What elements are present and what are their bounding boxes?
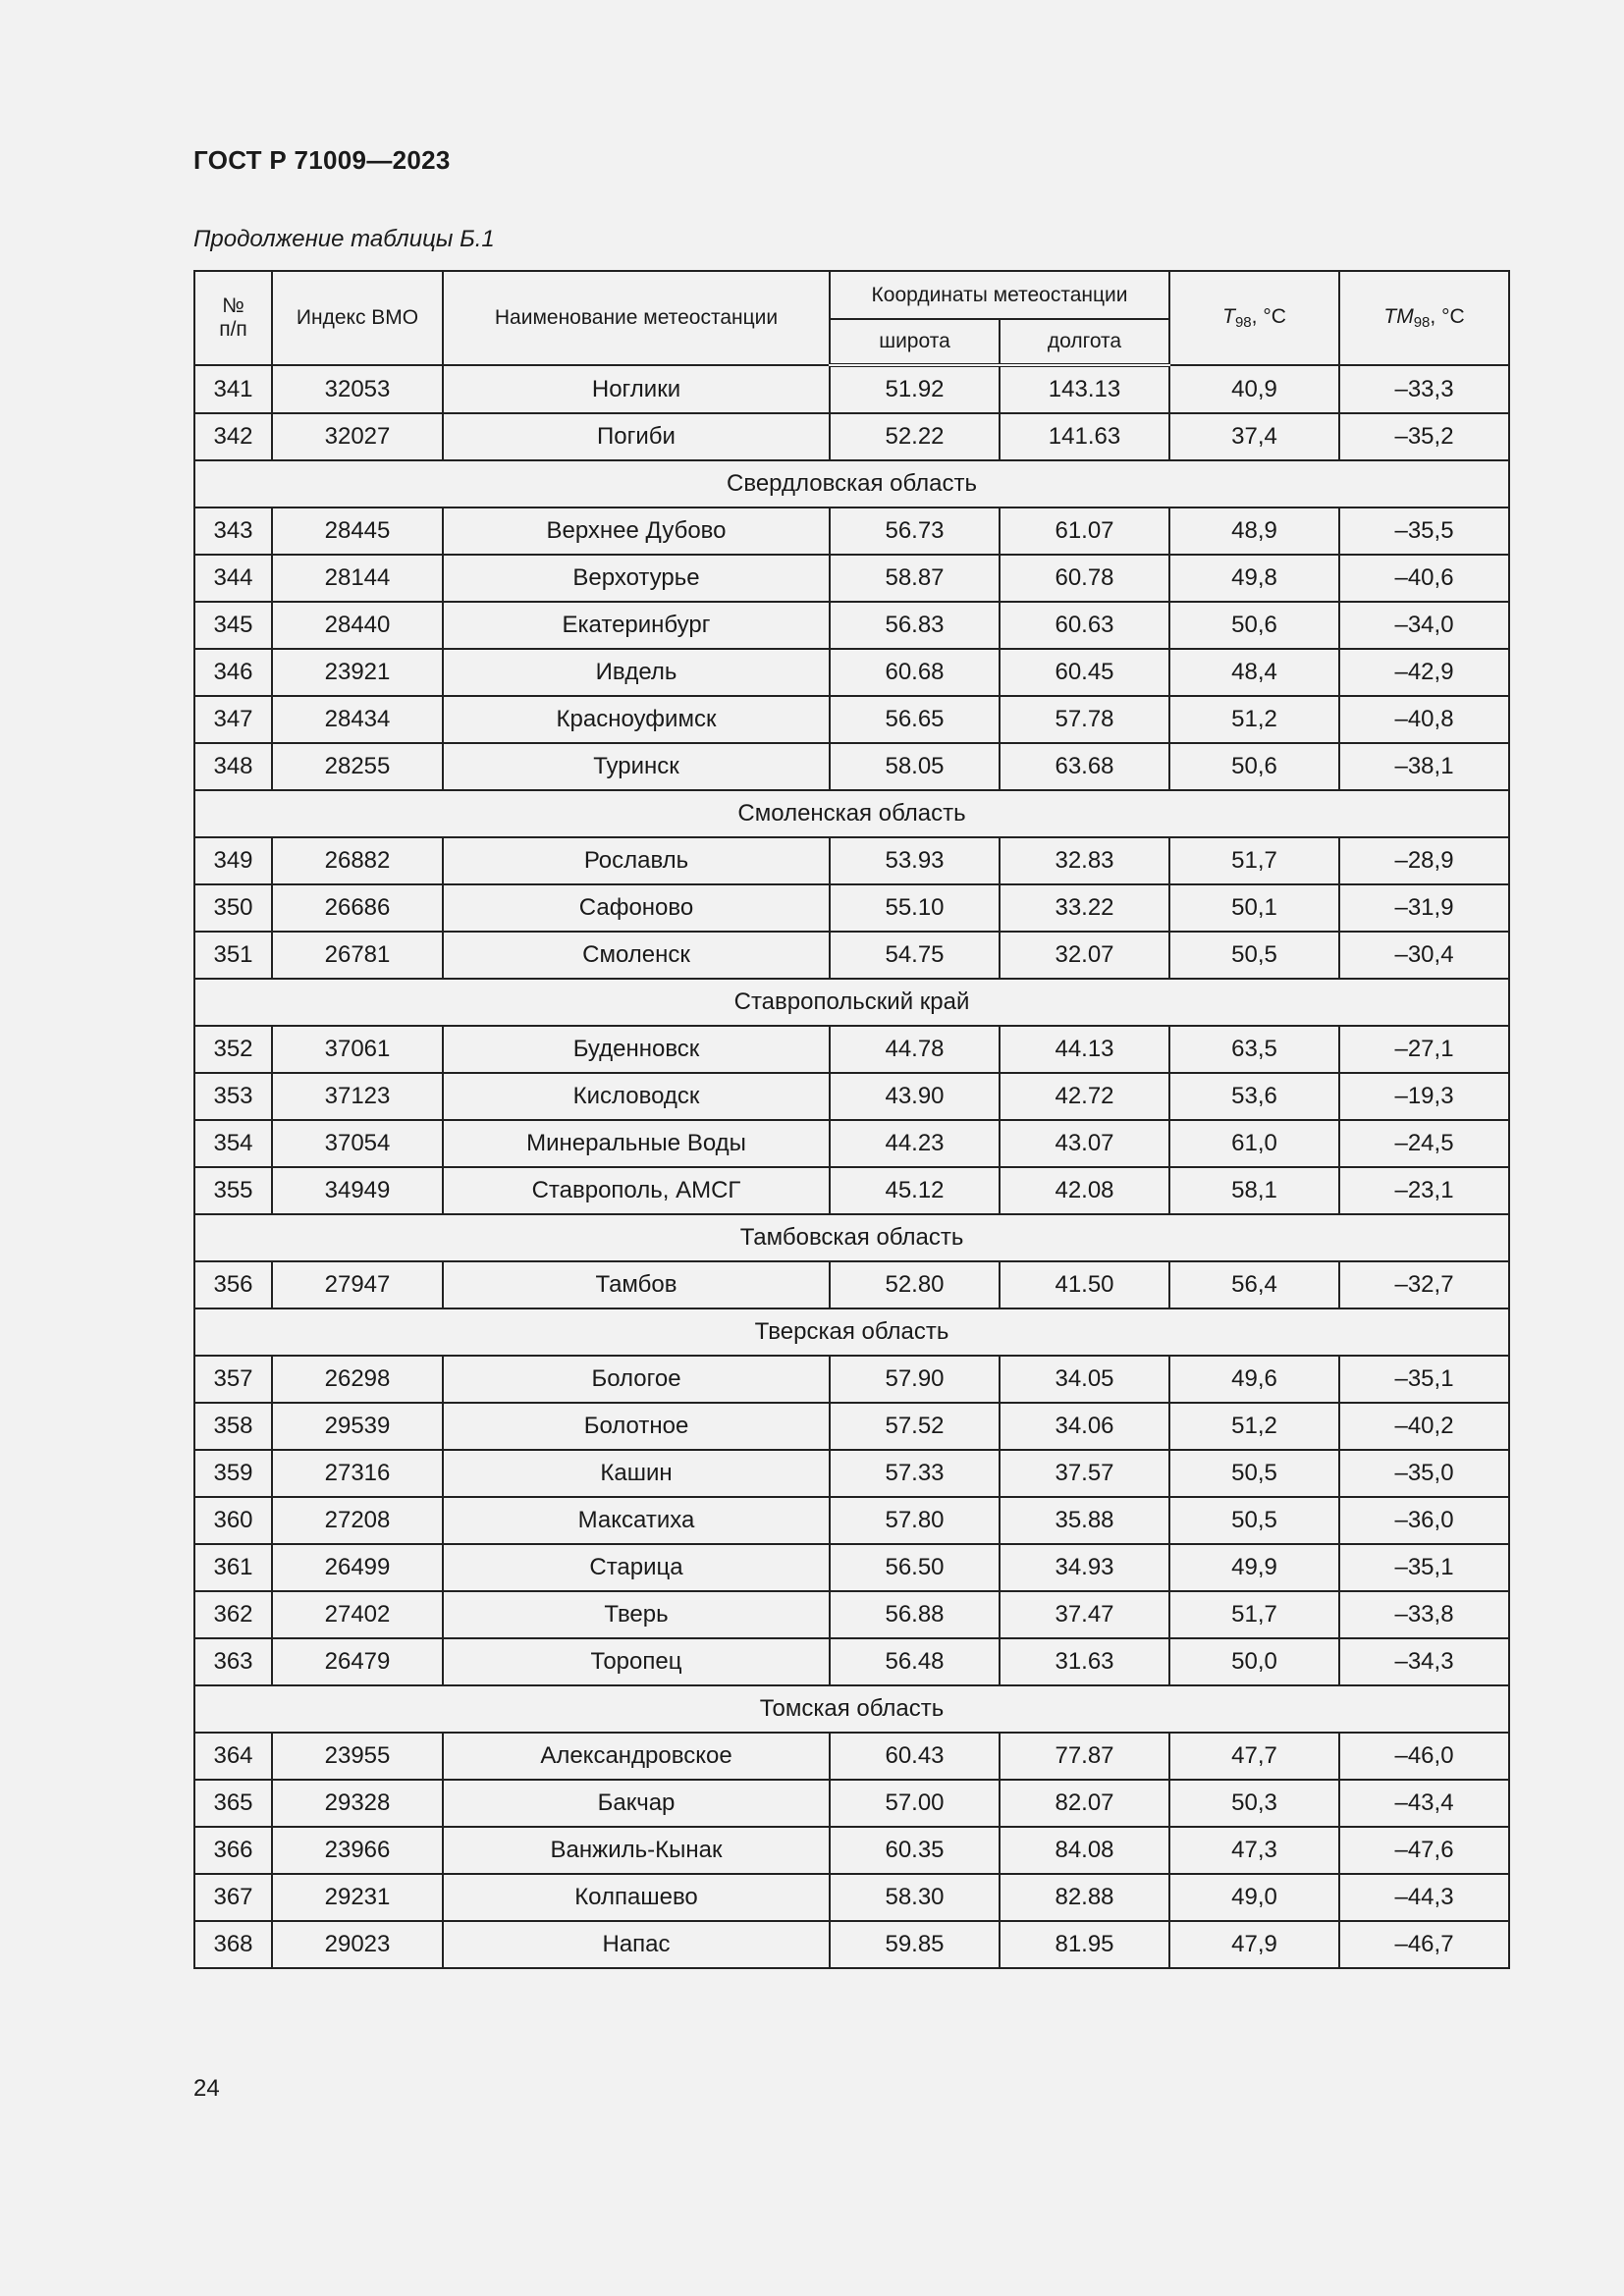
cell-longitude: 34.06 xyxy=(1000,1403,1169,1450)
table-row xyxy=(194,1356,1509,1403)
cell-tm98: –40,6 xyxy=(1339,555,1509,602)
cell-tm98: –43,4 xyxy=(1339,1780,1509,1827)
header-coordinates: Координаты метеостанции xyxy=(830,271,1169,319)
cell-tm98: –27,1 xyxy=(1339,1026,1509,1073)
table-row xyxy=(194,1073,1509,1120)
cell-t98: 53,6 xyxy=(1169,1073,1339,1120)
cell-longitude: 61.07 xyxy=(1000,507,1169,555)
header-tm98-unit: , °C xyxy=(1430,305,1465,328)
cell-latitude: 53.93 xyxy=(830,837,1000,884)
cell-wmo-index: 26298 xyxy=(272,1356,443,1403)
cell-t98: 48,9 xyxy=(1169,507,1339,555)
cell-latitude: 58.30 xyxy=(830,1874,1000,1921)
document-title: ГОСТ Р 71009—2023 xyxy=(193,145,451,175)
cell-number: 351 xyxy=(194,932,272,979)
cell-number: 362 xyxy=(194,1591,272,1638)
cell-station-name: Старица xyxy=(443,1544,830,1591)
header-wmo-index: Индекс ВМО xyxy=(272,271,443,365)
table-row xyxy=(194,1261,1509,1308)
cell-longitude: 37.57 xyxy=(1000,1450,1169,1497)
cell-station-name: Ставрополь, АМСГ xyxy=(443,1167,830,1214)
cell-latitude: 51.92 xyxy=(830,365,1000,413)
cell-number: 354 xyxy=(194,1120,272,1167)
table-row xyxy=(194,602,1509,649)
cell-wmo-index: 26781 xyxy=(272,932,443,979)
cell-longitude: 77.87 xyxy=(1000,1733,1169,1780)
table-row xyxy=(194,837,1509,884)
cell-t98: 49,0 xyxy=(1169,1874,1339,1921)
cell-t98: 47,3 xyxy=(1169,1827,1339,1874)
cell-t98: 50,6 xyxy=(1169,602,1339,649)
cell-number: 359 xyxy=(194,1450,272,1497)
table-row xyxy=(194,696,1509,743)
cell-wmo-index: 28255 xyxy=(272,743,443,790)
region-row xyxy=(194,1214,1509,1261)
cell-number: 350 xyxy=(194,884,272,932)
cell-latitude: 45.12 xyxy=(830,1167,1000,1214)
cell-longitude: 57.78 xyxy=(1000,696,1169,743)
table-row xyxy=(194,1921,1509,1968)
cell-latitude: 56.88 xyxy=(830,1591,1000,1638)
header-number-line2: п/п xyxy=(219,318,247,341)
cell-t98: 51,7 xyxy=(1169,1591,1339,1638)
table-row xyxy=(194,743,1509,790)
cell-longitude: 82.88 xyxy=(1000,1874,1169,1921)
cell-wmo-index: 29328 xyxy=(272,1780,443,1827)
cell-station-name: Рославль xyxy=(443,837,830,884)
cell-tm98: –33,3 xyxy=(1339,365,1509,413)
cell-latitude: 57.80 xyxy=(830,1497,1000,1544)
cell-station-name: Ванжиль-Кынак xyxy=(443,1827,830,1874)
cell-wmo-index: 34949 xyxy=(272,1167,443,1214)
cell-tm98: –32,7 xyxy=(1339,1261,1509,1308)
cell-tm98: –28,9 xyxy=(1339,837,1509,884)
cell-number: 352 xyxy=(194,1026,272,1073)
cell-tm98: –46,7 xyxy=(1339,1921,1509,1968)
table-row xyxy=(194,1167,1509,1214)
cell-t98: 58,1 xyxy=(1169,1167,1339,1214)
page-number: 24 xyxy=(193,2075,220,2102)
table-row xyxy=(194,1733,1509,1780)
region-label: Свердловская область xyxy=(194,460,1509,507)
region-row xyxy=(194,460,1509,507)
cell-number: 360 xyxy=(194,1497,272,1544)
table-row xyxy=(194,1026,1509,1073)
cell-t98: 51,7 xyxy=(1169,837,1339,884)
cell-tm98: –19,3 xyxy=(1339,1073,1509,1120)
cell-t98: 50,5 xyxy=(1169,1450,1339,1497)
table-row xyxy=(194,932,1509,979)
cell-longitude: 34.93 xyxy=(1000,1544,1169,1591)
cell-latitude: 56.48 xyxy=(830,1638,1000,1685)
cell-wmo-index: 26882 xyxy=(272,837,443,884)
header-tm98 xyxy=(1339,271,1509,365)
cell-number: 365 xyxy=(194,1780,272,1827)
cell-t98: 50,3 xyxy=(1169,1780,1339,1827)
cell-number: 355 xyxy=(194,1167,272,1214)
cell-tm98: –35,5 xyxy=(1339,507,1509,555)
cell-number: 366 xyxy=(194,1827,272,1874)
cell-t98: 49,9 xyxy=(1169,1544,1339,1591)
cell-wmo-index: 28445 xyxy=(272,507,443,555)
cell-t98: 49,8 xyxy=(1169,555,1339,602)
cell-wmo-index: 32053 xyxy=(272,365,443,413)
cell-wmo-index: 26479 xyxy=(272,1638,443,1685)
cell-longitude: 32.07 xyxy=(1000,932,1169,979)
cell-t98: 37,4 xyxy=(1169,413,1339,460)
cell-wmo-index: 26499 xyxy=(272,1544,443,1591)
cell-tm98: –34,0 xyxy=(1339,602,1509,649)
cell-longitude: 82.07 xyxy=(1000,1780,1169,1827)
table-row xyxy=(194,507,1509,555)
cell-t98: 49,6 xyxy=(1169,1356,1339,1403)
cell-latitude: 57.52 xyxy=(830,1403,1000,1450)
cell-tm98: –36,0 xyxy=(1339,1497,1509,1544)
cell-longitude: 42.72 xyxy=(1000,1073,1169,1120)
cell-tm98: –40,8 xyxy=(1339,696,1509,743)
cell-tm98: –34,3 xyxy=(1339,1638,1509,1685)
cell-station-name: Кисловодск xyxy=(443,1073,830,1120)
cell-wmo-index: 37123 xyxy=(272,1073,443,1120)
table-row xyxy=(194,1591,1509,1638)
table-row xyxy=(194,884,1509,932)
cell-longitude: 44.13 xyxy=(1000,1026,1169,1073)
cell-tm98: –24,5 xyxy=(1339,1120,1509,1167)
table-caption: Продолжение таблицы Б.1 xyxy=(193,226,495,252)
cell-number: 363 xyxy=(194,1638,272,1685)
cell-longitude: 84.08 xyxy=(1000,1827,1169,1874)
cell-latitude: 60.35 xyxy=(830,1827,1000,1874)
table-row xyxy=(194,1120,1509,1167)
cell-station-name: Сафоново xyxy=(443,884,830,932)
cell-wmo-index: 26686 xyxy=(272,884,443,932)
cell-station-name: Красноуфимск xyxy=(443,696,830,743)
cell-station-name: Александровское xyxy=(443,1733,830,1780)
cell-t98: 51,2 xyxy=(1169,1403,1339,1450)
cell-number: 353 xyxy=(194,1073,272,1120)
cell-t98: 51,2 xyxy=(1169,696,1339,743)
cell-longitude: 43.07 xyxy=(1000,1120,1169,1167)
header-latitude: широта xyxy=(830,319,1000,365)
cell-station-name: Верхнее Дубово xyxy=(443,507,830,555)
cell-number: 345 xyxy=(194,602,272,649)
cell-tm98: –30,4 xyxy=(1339,932,1509,979)
header-longitude: долгота xyxy=(1000,319,1169,365)
header-number-line1: № xyxy=(222,294,244,317)
cell-latitude: 44.23 xyxy=(830,1120,1000,1167)
cell-station-name: Кашин xyxy=(443,1450,830,1497)
cell-wmo-index: 23966 xyxy=(272,1827,443,1874)
cell-longitude: 60.63 xyxy=(1000,602,1169,649)
cell-tm98: –44,3 xyxy=(1339,1874,1509,1921)
cell-wmo-index: 27947 xyxy=(272,1261,443,1308)
cell-tm98: –46,0 xyxy=(1339,1733,1509,1780)
cell-number: 361 xyxy=(194,1544,272,1591)
cell-wmo-index: 32027 xyxy=(272,413,443,460)
cell-latitude: 54.75 xyxy=(830,932,1000,979)
cell-t98: 50,6 xyxy=(1169,743,1339,790)
header-t98 xyxy=(1169,271,1339,365)
table-row xyxy=(194,1450,1509,1497)
cell-number: 358 xyxy=(194,1403,272,1450)
cell-number: 364 xyxy=(194,1733,272,1780)
cell-number: 349 xyxy=(194,837,272,884)
cell-latitude: 43.90 xyxy=(830,1073,1000,1120)
cell-wmo-index: 23955 xyxy=(272,1733,443,1780)
cell-number: 348 xyxy=(194,743,272,790)
cell-longitude: 41.50 xyxy=(1000,1261,1169,1308)
table-row xyxy=(194,1497,1509,1544)
region-row xyxy=(194,979,1509,1026)
cell-latitude: 52.80 xyxy=(830,1261,1000,1308)
cell-number: 346 xyxy=(194,649,272,696)
cell-station-name: Колпашево xyxy=(443,1874,830,1921)
cell-number: 356 xyxy=(194,1261,272,1308)
cell-wmo-index: 27208 xyxy=(272,1497,443,1544)
cell-station-name: Тверь xyxy=(443,1591,830,1638)
cell-latitude: 56.83 xyxy=(830,602,1000,649)
cell-number: 344 xyxy=(194,555,272,602)
cell-t98: 56,4 xyxy=(1169,1261,1339,1308)
cell-station-name: Торопец xyxy=(443,1638,830,1685)
cell-longitude: 32.83 xyxy=(1000,837,1169,884)
cell-longitude: 81.95 xyxy=(1000,1921,1169,1968)
cell-longitude: 31.63 xyxy=(1000,1638,1169,1685)
cell-longitude: 60.45 xyxy=(1000,649,1169,696)
cell-tm98: –38,1 xyxy=(1339,743,1509,790)
header-tm98-subscript: 98 xyxy=(1413,314,1431,331)
cell-latitude: 44.78 xyxy=(830,1026,1000,1073)
cell-latitude: 57.90 xyxy=(830,1356,1000,1403)
cell-tm98: –35,1 xyxy=(1339,1544,1509,1591)
region-label: Томская область xyxy=(194,1685,1509,1733)
region-row xyxy=(194,1308,1509,1356)
region-row xyxy=(194,790,1509,837)
cell-wmo-index: 28440 xyxy=(272,602,443,649)
cell-longitude: 34.05 xyxy=(1000,1356,1169,1403)
table-row xyxy=(194,413,1509,460)
cell-t98: 50,0 xyxy=(1169,1638,1339,1685)
cell-latitude: 60.43 xyxy=(830,1733,1000,1780)
header-station-name: Наименование метеостанции xyxy=(443,271,830,365)
cell-latitude: 55.10 xyxy=(830,884,1000,932)
table-row xyxy=(194,1874,1509,1921)
cell-tm98: –23,1 xyxy=(1339,1167,1509,1214)
cell-wmo-index: 37061 xyxy=(272,1026,443,1073)
cell-station-name: Тамбов xyxy=(443,1261,830,1308)
table-row xyxy=(194,1827,1509,1874)
cell-t98: 40,9 xyxy=(1169,365,1339,413)
cell-tm98: –31,9 xyxy=(1339,884,1509,932)
cell-station-name: Бакчар xyxy=(443,1780,830,1827)
cell-latitude: 56.50 xyxy=(830,1544,1000,1591)
cell-station-name: Напас xyxy=(443,1921,830,1968)
cell-number: 347 xyxy=(194,696,272,743)
cell-station-name: Буденновск xyxy=(443,1026,830,1073)
table-row xyxy=(194,649,1509,696)
table-row xyxy=(194,1403,1509,1450)
cell-tm98: –42,9 xyxy=(1339,649,1509,696)
stations-table xyxy=(193,270,1510,1969)
cell-wmo-index: 27316 xyxy=(272,1450,443,1497)
cell-station-name: Бологое xyxy=(443,1356,830,1403)
cell-station-name: Смоленск xyxy=(443,932,830,979)
cell-latitude: 58.05 xyxy=(830,743,1000,790)
cell-wmo-index: 29539 xyxy=(272,1403,443,1450)
cell-latitude: 60.68 xyxy=(830,649,1000,696)
cell-station-name: Ноглики xyxy=(443,365,830,413)
header-t98-unit: , °C xyxy=(1251,305,1286,328)
table-row xyxy=(194,555,1509,602)
cell-number: 357 xyxy=(194,1356,272,1403)
cell-tm98: –33,8 xyxy=(1339,1591,1509,1638)
cell-t98: 47,7 xyxy=(1169,1733,1339,1780)
cell-station-name: Погиби xyxy=(443,413,830,460)
cell-latitude: 56.73 xyxy=(830,507,1000,555)
table-row xyxy=(194,1638,1509,1685)
cell-tm98: –35,1 xyxy=(1339,1356,1509,1403)
table-row xyxy=(194,1544,1509,1591)
cell-longitude: 60.78 xyxy=(1000,555,1169,602)
cell-tm98: –35,0 xyxy=(1339,1450,1509,1497)
region-label: Тамбовская область xyxy=(194,1214,1509,1261)
cell-number: 343 xyxy=(194,507,272,555)
cell-station-name: Екатеринбург xyxy=(443,602,830,649)
cell-tm98: –35,2 xyxy=(1339,413,1509,460)
cell-tm98: –47,6 xyxy=(1339,1827,1509,1874)
cell-longitude: 42.08 xyxy=(1000,1167,1169,1214)
cell-wmo-index: 28144 xyxy=(272,555,443,602)
region-label: Тверская область xyxy=(194,1308,1509,1356)
region-label: Ставропольский край xyxy=(194,979,1509,1026)
table-row xyxy=(194,365,1509,413)
cell-latitude: 57.00 xyxy=(830,1780,1000,1827)
header-t98-subscript: 98 xyxy=(1234,314,1252,331)
cell-wmo-index: 29023 xyxy=(272,1921,443,1968)
header-tm98-symbol: TM xyxy=(1383,305,1414,328)
cell-longitude: 143.13 xyxy=(1000,365,1169,413)
cell-longitude: 141.63 xyxy=(1000,413,1169,460)
cell-t98: 50,1 xyxy=(1169,884,1339,932)
cell-wmo-index: 28434 xyxy=(272,696,443,743)
cell-t98: 48,4 xyxy=(1169,649,1339,696)
cell-longitude: 35.88 xyxy=(1000,1497,1169,1544)
cell-t98: 50,5 xyxy=(1169,932,1339,979)
cell-number: 342 xyxy=(194,413,272,460)
region-row xyxy=(194,1685,1509,1733)
cell-latitude: 57.33 xyxy=(830,1450,1000,1497)
cell-tm98: –40,2 xyxy=(1339,1403,1509,1450)
cell-latitude: 58.87 xyxy=(830,555,1000,602)
cell-wmo-index: 27402 xyxy=(272,1591,443,1638)
table-row xyxy=(194,1780,1509,1827)
cell-longitude: 33.22 xyxy=(1000,884,1169,932)
region-label: Смоленская область xyxy=(194,790,1509,837)
cell-number: 367 xyxy=(194,1874,272,1921)
cell-t98: 47,9 xyxy=(1169,1921,1339,1968)
cell-number: 368 xyxy=(194,1921,272,1968)
cell-t98: 50,5 xyxy=(1169,1497,1339,1544)
cell-latitude: 56.65 xyxy=(830,696,1000,743)
cell-longitude: 63.68 xyxy=(1000,743,1169,790)
cell-longitude: 37.47 xyxy=(1000,1591,1169,1638)
cell-t98: 63,5 xyxy=(1169,1026,1339,1073)
cell-wmo-index: 37054 xyxy=(272,1120,443,1167)
cell-station-name: Ивдель xyxy=(443,649,830,696)
cell-latitude: 52.22 xyxy=(830,413,1000,460)
cell-station-name: Болотное xyxy=(443,1403,830,1450)
table-body xyxy=(194,365,1509,1968)
cell-station-name: Туринск xyxy=(443,743,830,790)
header-number xyxy=(194,271,272,365)
cell-station-name: Максатиха xyxy=(443,1497,830,1544)
cell-number: 341 xyxy=(194,365,272,413)
cell-wmo-index: 29231 xyxy=(272,1874,443,1921)
cell-station-name: Минеральные Воды xyxy=(443,1120,830,1167)
header-t98-symbol: T xyxy=(1222,305,1235,328)
cell-t98: 61,0 xyxy=(1169,1120,1339,1167)
cell-wmo-index: 23921 xyxy=(272,649,443,696)
cell-latitude: 59.85 xyxy=(830,1921,1000,1968)
cell-station-name: Верхотурье xyxy=(443,555,830,602)
